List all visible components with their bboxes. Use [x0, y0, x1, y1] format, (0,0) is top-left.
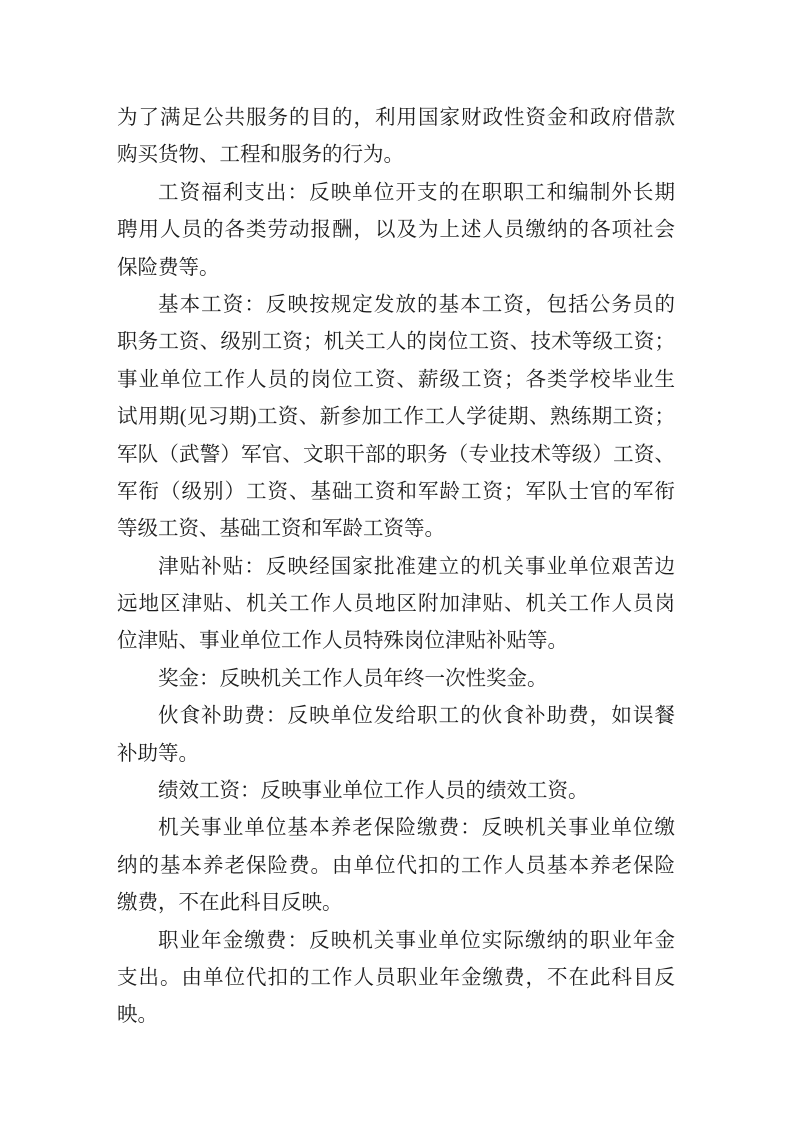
text-line: 伙食补助费：反映单位发给职工的伙食补助费，如误餐: [158, 705, 675, 728]
text-line: 基本工资：反映按规定发放的基本工资，包括公务员的: [158, 293, 675, 316]
text-line: 工资福利支出：反映单位开支的在职职工和编制外长期: [158, 181, 675, 204]
text-line: 绩效工资：反映事业单位工作人员的绩效工资。: [158, 780, 589, 803]
text-line: 军衔（级别）工资、基础工资和军龄工资；军队士官的军衔: [117, 480, 675, 503]
text-line: 职业年金缴费：反映机关事业单位实际缴纳的职业年金: [158, 929, 675, 952]
document-text-block: [117, 100, 675, 1035]
text-line: 缴费，不在此科目反映。: [117, 892, 343, 915]
text-line: 军队（武警）军官、文职干部的职务（专业技术等级）工资、: [117, 443, 675, 466]
text-line: 聘用人员的各类劳动报酬，以及为上述人员缴纳的各项社会: [117, 219, 675, 242]
text-line: 映。: [117, 1004, 158, 1027]
text-line: 机关事业单位基本养老保险缴费：反映机关事业单位缴: [158, 817, 675, 840]
text-line: 购买货物、工程和服务的行为。: [117, 144, 404, 167]
text-line: 纳的基本养老保险费。由单位代扣的工作人员基本养老保险: [117, 854, 675, 877]
text-line: 职务工资、级别工资；机关工人的岗位工资、技术等级工资；: [117, 331, 675, 354]
text-line: 为了满足公共服务的目的，利用国家财政性资金和政府借款: [117, 107, 675, 129]
text-line: 位津贴、事业单位工作人员特殊岗位津贴补贴等。: [117, 630, 568, 653]
text-line: 试用期(见习期)工资、新参加工作工人学徒期、熟练期工资；: [117, 406, 675, 429]
text-line: 等级工资、基础工资和军龄工资等。: [117, 518, 445, 541]
text-line: 奖金：反映机关工作人员年终一次性奖金。: [158, 667, 548, 690]
text-line: 津贴补贴：反映经国家批准建立的机关事业单位艰苦边: [158, 555, 675, 578]
text-line: 支出。由单位代扣的工作人员职业年金缴费，不在此科目反: [117, 966, 675, 989]
text-line: 远地区津贴、机关工作人员地区附加津贴、机关工作人员岗: [117, 593, 675, 616]
text-line: 补助等。: [117, 742, 199, 765]
text-line: 事业单位工作人员的岗位工资、薪级工资；各类学校毕业生: [117, 368, 675, 391]
text-line: 保险费等。: [117, 256, 220, 279]
